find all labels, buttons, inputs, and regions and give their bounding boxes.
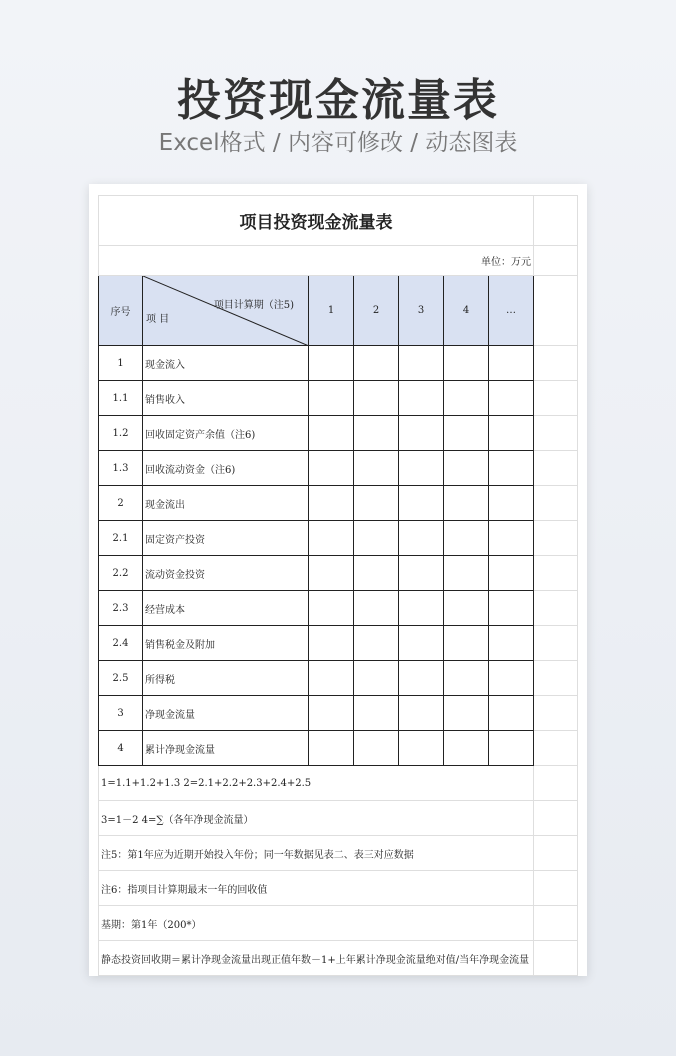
value-cell[interactable] bbox=[354, 451, 399, 486]
value-cell[interactable] bbox=[399, 346, 444, 381]
empty-cell bbox=[534, 871, 578, 906]
header-item-label: 项 目 bbox=[146, 314, 170, 325]
note-text: 基期：第1年（200*） bbox=[99, 906, 534, 941]
value-cell[interactable] bbox=[444, 591, 489, 626]
note-text: 3=1－2 4=∑（各年净现金流量） bbox=[99, 801, 534, 836]
value-cell[interactable] bbox=[444, 661, 489, 696]
row-number: 2.1 bbox=[99, 521, 143, 556]
row-item: 固定资产投资 bbox=[143, 521, 309, 556]
spreadsheet-preview bbox=[89, 184, 587, 976]
value-cell[interactable] bbox=[309, 521, 354, 556]
value-cell[interactable] bbox=[309, 381, 354, 416]
value-cell[interactable] bbox=[444, 556, 489, 591]
value-cell[interactable] bbox=[489, 346, 534, 381]
header-period: … bbox=[489, 276, 534, 346]
value-cell[interactable] bbox=[399, 731, 444, 766]
table-row bbox=[99, 556, 578, 591]
value-cell[interactable] bbox=[444, 731, 489, 766]
value-cell[interactable] bbox=[489, 696, 534, 731]
header-period: 4 bbox=[444, 276, 489, 346]
value-cell[interactable] bbox=[444, 626, 489, 661]
value-cell[interactable] bbox=[489, 381, 534, 416]
cash-flow-table bbox=[98, 195, 578, 976]
value-cell[interactable] bbox=[489, 626, 534, 661]
value-cell[interactable] bbox=[399, 486, 444, 521]
value-cell[interactable] bbox=[309, 346, 354, 381]
row-number: 4 bbox=[99, 731, 143, 766]
value-cell[interactable] bbox=[444, 381, 489, 416]
value-cell[interactable] bbox=[489, 521, 534, 556]
row-number: 2.5 bbox=[99, 661, 143, 696]
empty-cell bbox=[534, 731, 578, 766]
value-cell[interactable] bbox=[354, 591, 399, 626]
row-number: 1 bbox=[99, 346, 143, 381]
row-number: 1.1 bbox=[99, 381, 143, 416]
empty-cell bbox=[534, 381, 578, 416]
table-row bbox=[99, 486, 578, 521]
table-row bbox=[99, 696, 578, 731]
table-row bbox=[99, 416, 578, 451]
empty-cell bbox=[534, 941, 578, 976]
value-cell[interactable] bbox=[489, 731, 534, 766]
value-cell[interactable] bbox=[399, 416, 444, 451]
value-cell[interactable] bbox=[309, 486, 354, 521]
hero-subtitle: Excel格式 / 内容可修改 / 动态图表 bbox=[158, 130, 518, 156]
row-item: 销售税金及附加 bbox=[143, 626, 309, 661]
value-cell[interactable] bbox=[489, 556, 534, 591]
value-cell[interactable] bbox=[399, 661, 444, 696]
table-row bbox=[99, 731, 578, 766]
row-item: 现金流入 bbox=[143, 346, 309, 381]
value-cell[interactable] bbox=[309, 731, 354, 766]
value-cell[interactable] bbox=[354, 556, 399, 591]
empty-cell bbox=[534, 556, 578, 591]
header-seq: 序号 bbox=[99, 276, 143, 346]
sheet-title: 项目投资现金流量表 bbox=[99, 196, 534, 246]
value-cell[interactable] bbox=[399, 696, 444, 731]
value-cell[interactable] bbox=[444, 346, 489, 381]
empty-cell bbox=[534, 451, 578, 486]
empty-cell bbox=[534, 521, 578, 556]
unit-label: 单位：万元 bbox=[99, 246, 534, 276]
value-cell[interactable] bbox=[354, 416, 399, 451]
value-cell[interactable] bbox=[444, 416, 489, 451]
value-cell[interactable] bbox=[489, 416, 534, 451]
empty-cell bbox=[534, 591, 578, 626]
value-cell[interactable] bbox=[399, 381, 444, 416]
row-number: 2.3 bbox=[99, 591, 143, 626]
note-text: 注5：第1年应为近期开始投入年份；同一年数据见表二、表三对应数据 bbox=[99, 836, 534, 871]
header-period: 2 bbox=[354, 276, 399, 346]
value-cell[interactable] bbox=[399, 556, 444, 591]
table-row bbox=[99, 381, 578, 416]
value-cell[interactable] bbox=[489, 661, 534, 696]
value-cell[interactable] bbox=[354, 346, 399, 381]
note-text: 注6：指项目计算期最末一年的回收值 bbox=[99, 871, 534, 906]
header-period: 1 bbox=[309, 276, 354, 346]
empty-cell bbox=[534, 801, 578, 836]
value-cell[interactable] bbox=[309, 556, 354, 591]
row-item: 现金流出 bbox=[143, 486, 309, 521]
table-row bbox=[99, 626, 578, 661]
empty-cell bbox=[534, 346, 578, 381]
value-cell[interactable] bbox=[399, 591, 444, 626]
row-item: 净现金流量 bbox=[143, 696, 309, 731]
value-cell[interactable] bbox=[309, 626, 354, 661]
value-cell[interactable] bbox=[309, 661, 354, 696]
table-row bbox=[99, 591, 578, 626]
table-row bbox=[99, 451, 578, 486]
row-item: 流动资金投资 bbox=[143, 556, 309, 591]
row-item: 回收固定资产余值（注6) bbox=[143, 416, 309, 451]
row-number: 3 bbox=[99, 696, 143, 731]
row-item: 销售收入 bbox=[143, 381, 309, 416]
row-number: 2.4 bbox=[99, 626, 143, 661]
note-text: 静态投资回收期＝累计净现金流量出现正值年数－1+上年累计净现金流量绝对值/当年净现金流量 bbox=[99, 941, 534, 976]
row-number: 1.3 bbox=[99, 451, 143, 486]
row-number: 2 bbox=[99, 486, 143, 521]
value-cell[interactable] bbox=[354, 381, 399, 416]
value-cell[interactable] bbox=[354, 486, 399, 521]
value-cell[interactable] bbox=[354, 696, 399, 731]
value-cell[interactable] bbox=[354, 521, 399, 556]
empty-cell bbox=[534, 661, 578, 696]
row-item: 经营成本 bbox=[143, 591, 309, 626]
row-number: 1.2 bbox=[99, 416, 143, 451]
value-cell[interactable] bbox=[354, 661, 399, 696]
row-item: 累计净现金流量 bbox=[143, 731, 309, 766]
value-cell[interactable] bbox=[489, 486, 534, 521]
value-cell[interactable] bbox=[309, 696, 354, 731]
value-cell[interactable] bbox=[354, 731, 399, 766]
empty-cell bbox=[534, 626, 578, 661]
row-item: 回收流动资金（注6) bbox=[143, 451, 309, 486]
value-cell[interactable] bbox=[309, 591, 354, 626]
empty-cell bbox=[534, 906, 578, 941]
empty-cell bbox=[534, 766, 578, 801]
row-item: 所得税 bbox=[143, 661, 309, 696]
table-row bbox=[99, 521, 578, 556]
table-row bbox=[99, 661, 578, 696]
hero-title: 投资现金流量表 bbox=[177, 75, 499, 126]
value-cell[interactable] bbox=[444, 451, 489, 486]
value-cell[interactable] bbox=[444, 521, 489, 556]
value-cell[interactable] bbox=[489, 451, 534, 486]
value-cell[interactable] bbox=[444, 486, 489, 521]
note-text: 1=1.1+1.2+1.3 2=2.1+2.2+2.3+2.4+2.5 bbox=[99, 766, 534, 801]
row-number: 2.2 bbox=[99, 556, 143, 591]
table-row bbox=[99, 346, 578, 381]
value-cell[interactable] bbox=[309, 416, 354, 451]
value-cell[interactable] bbox=[399, 521, 444, 556]
empty-cell bbox=[534, 836, 578, 871]
value-cell[interactable] bbox=[444, 696, 489, 731]
header-diagonal-cell bbox=[143, 276, 309, 346]
value-cell[interactable] bbox=[399, 451, 444, 486]
value-cell[interactable] bbox=[354, 626, 399, 661]
value-cell[interactable] bbox=[309, 451, 354, 486]
empty-cell bbox=[534, 486, 578, 521]
empty-cell bbox=[534, 696, 578, 731]
value-cell[interactable] bbox=[489, 591, 534, 626]
header-period-label: 项目计算期（注5) bbox=[213, 300, 294, 311]
header-period: 3 bbox=[399, 276, 444, 346]
value-cell[interactable] bbox=[399, 626, 444, 661]
empty-cell bbox=[534, 416, 578, 451]
